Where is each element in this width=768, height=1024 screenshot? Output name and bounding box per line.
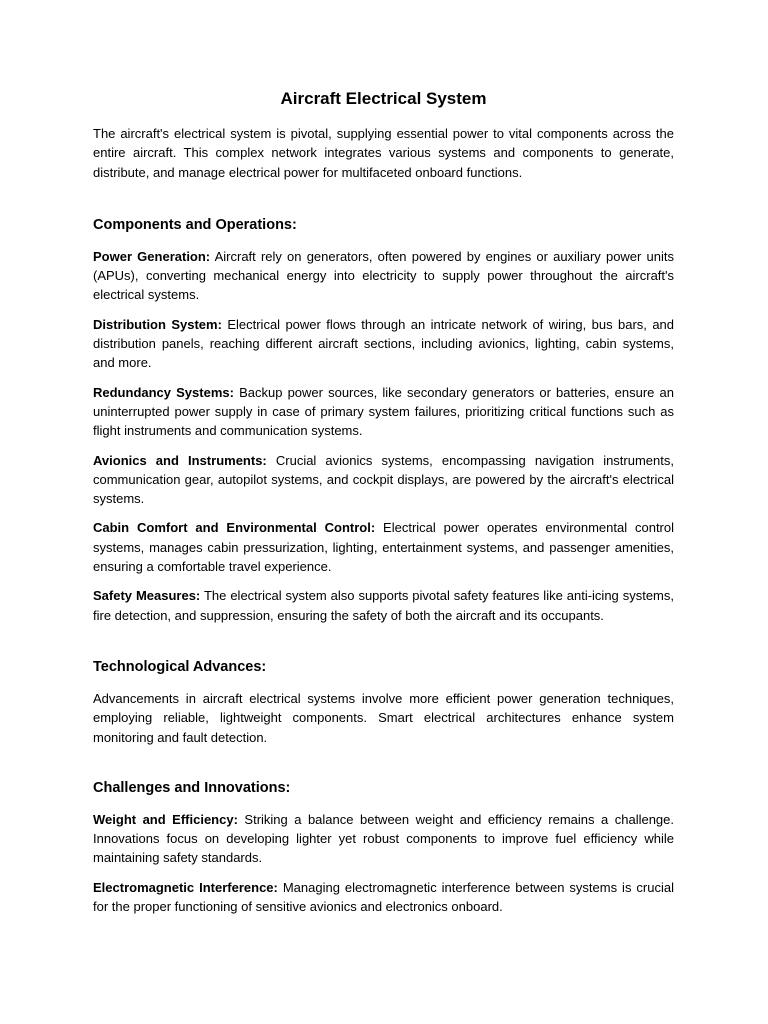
component-item bbox=[93, 383, 674, 441]
challenge-item bbox=[93, 878, 674, 917]
item-term: Electromagnetic Interference: bbox=[93, 879, 278, 895]
item-term: Safety Measures: bbox=[93, 588, 201, 604]
intro-paragraph: The aircraft's electrical system is pivotal, supplying essential power to vital components across the entire aircraft. This complex network integrates various systems and components to generate, distribute, and manage electrical power for multifaceted onboard functions. bbox=[93, 126, 674, 180]
component-item bbox=[93, 451, 674, 509]
document-title: Aircraft Electrical System bbox=[280, 89, 487, 108]
item-text: The electrical system also supports pivotal safety features like anti-icing systems, fire detection, and suppression, ensuring the safety of both the aircraft and its occupants. bbox=[93, 588, 674, 623]
item-term: Distribution System: bbox=[93, 316, 222, 332]
component-item bbox=[93, 315, 674, 373]
item-term: Redundancy Systems: bbox=[93, 384, 234, 400]
component-item bbox=[93, 586, 674, 625]
item-term: Weight and Efficiency: bbox=[93, 811, 238, 827]
item-term: Cabin Comfort and Environmental Control: bbox=[93, 520, 376, 536]
component-item bbox=[93, 247, 674, 305]
challenges-heading: Challenges and Innovations: bbox=[93, 779, 291, 796]
item-text: Aircraft rely on generators, often powered by engines or auxiliary power units (APUs), converting mechanical energy into electricity to supply power throughout the aircraft's electrical systems. bbox=[93, 248, 674, 303]
advances-heading: Technological Advances: bbox=[93, 658, 267, 675]
item-text: Backup power sources, like secondary generators or batteries, ensure an uninterrupted power supply in case of primary system failures, prioritizing critical functions such as flight instruments and communication systems. bbox=[93, 384, 674, 439]
item-text: Striking a balance between weight and efficiency remains a challenge. Innovations focus on developing lighter yet robust components to improve fuel efficiency while maintaining safety standards. bbox=[93, 811, 675, 866]
component-item bbox=[93, 518, 674, 576]
item-term: Avionics and Instruments: bbox=[93, 452, 267, 468]
item-text: Electrical power flows through an intricate network of wiring, bus bars, and distribution panels, reaching different aircraft sections, including avionics, lighting, cabin systems, and more. bbox=[93, 316, 675, 371]
challenge-item bbox=[93, 810, 674, 868]
components-heading: Components and Operations: bbox=[93, 216, 297, 233]
document-page bbox=[93, 88, 674, 926]
item-term: Power Generation: bbox=[93, 248, 211, 264]
item-text: Crucial avionics systems, encompassing navigation instruments, communication gear, autopilot systems, and cockpit displays, are powered by the aircraft's electrical systems. bbox=[93, 452, 674, 507]
section-spacer bbox=[93, 635, 674, 657]
item-text: Electrical power operates environmental control systems, manages cabin pressurization, lighting, entertainment systems, and passenger amenities, ensuring a comfortable travel experience. bbox=[93, 520, 674, 575]
advances-paragraph: Advancements in aircraft electrical systems involve more efficient power generation techniques, employing reliable, lightweight components. Smart electrical architectures enhance system monitoring and fault detection. bbox=[93, 690, 674, 745]
item-text: Managing electromagnetic interference between systems is crucial for the proper functioning of sensitive avionics and electronics onboard. bbox=[93, 879, 674, 915]
